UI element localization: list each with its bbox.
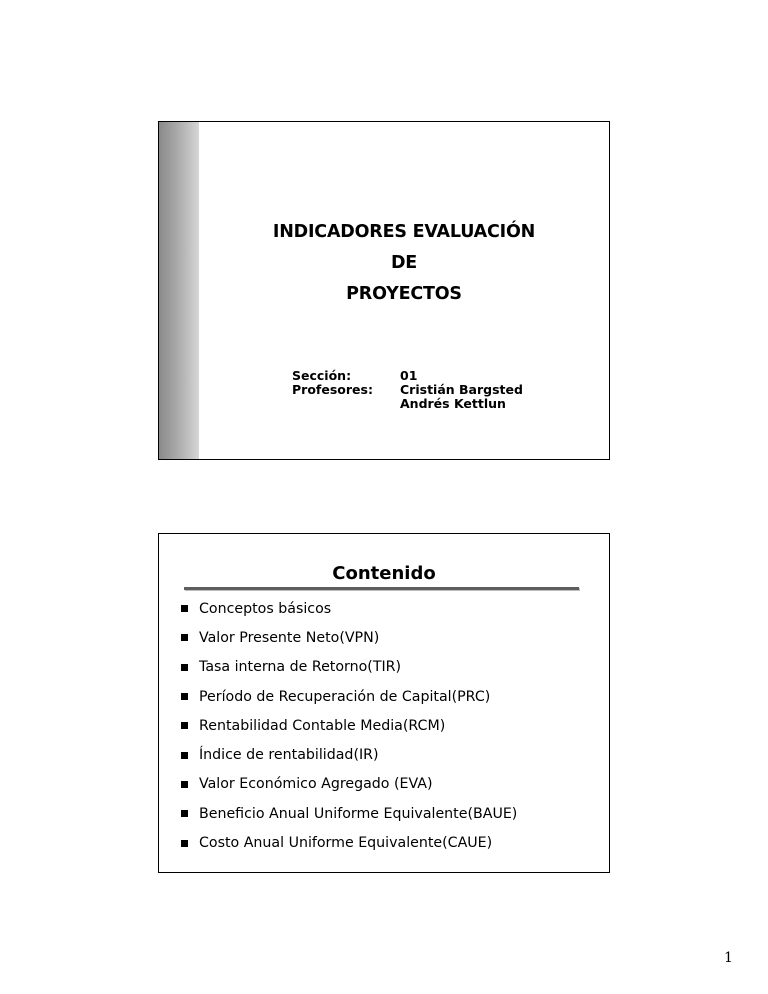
title-slide [158,121,610,460]
list-item [181,623,517,652]
list-item-label: Rentabilidad Contable Media(RCM) [199,717,446,734]
square-bullet-icon [181,605,188,612]
list-item-label: Valor Presente Neto(VPN) [199,629,380,646]
slide-side-bar [159,122,199,459]
list-item-label: Tasa interna de Retorno(TIR) [199,659,402,676]
square-bullet-icon [181,810,188,817]
contents-list [181,594,517,858]
list-item-label: Costo Anual Uniforme Equivalente(CAUE) [199,835,493,852]
info-row-section [292,369,523,383]
list-item-label: Período de Recuperación de Capital(PRC) [199,688,491,705]
square-bullet-icon [181,840,188,847]
list-item-label: Índice de rentabilidad(IR) [199,747,379,764]
course-info [292,369,523,411]
list-item-label: Conceptos básicos [199,600,332,617]
info-label: Sección: [292,368,352,383]
list-item [181,770,517,799]
info-row-professors [292,383,523,397]
list-item [181,594,517,623]
title-line: INDICADORES EVALUACIÓN [272,222,536,242]
list-item [181,653,517,682]
slide-title [199,217,609,310]
info-value: 01 [400,368,418,383]
page-number: 1 [724,950,733,966]
list-item [181,799,517,828]
list-item-label: Valor Económico Agregado (EVA) [199,776,433,793]
info-value: Andrés Kettlun [400,396,506,411]
contents-slide [158,533,610,873]
list-item [181,828,517,857]
contents-heading: Contenido [332,563,436,584]
title-line: PROYECTOS [346,284,462,304]
heading-underline [184,587,579,590]
square-bullet-icon [181,634,188,641]
square-bullet-icon [181,664,188,671]
info-label [292,397,400,411]
info-label: Profesores: [292,382,373,397]
info-value: Cristián Bargsted [400,382,523,397]
square-bullet-icon [181,781,188,788]
square-bullet-icon [181,752,188,759]
square-bullet-icon [181,722,188,729]
info-row-professors-cont [292,397,523,411]
list-item [181,682,517,711]
square-bullet-icon [181,693,188,700]
list-item-label: Beneficio Anual Uniforme Equivalente(BAUE) [199,805,518,822]
list-item [181,740,517,769]
title-line: DE [390,253,418,273]
list-item [181,711,517,740]
